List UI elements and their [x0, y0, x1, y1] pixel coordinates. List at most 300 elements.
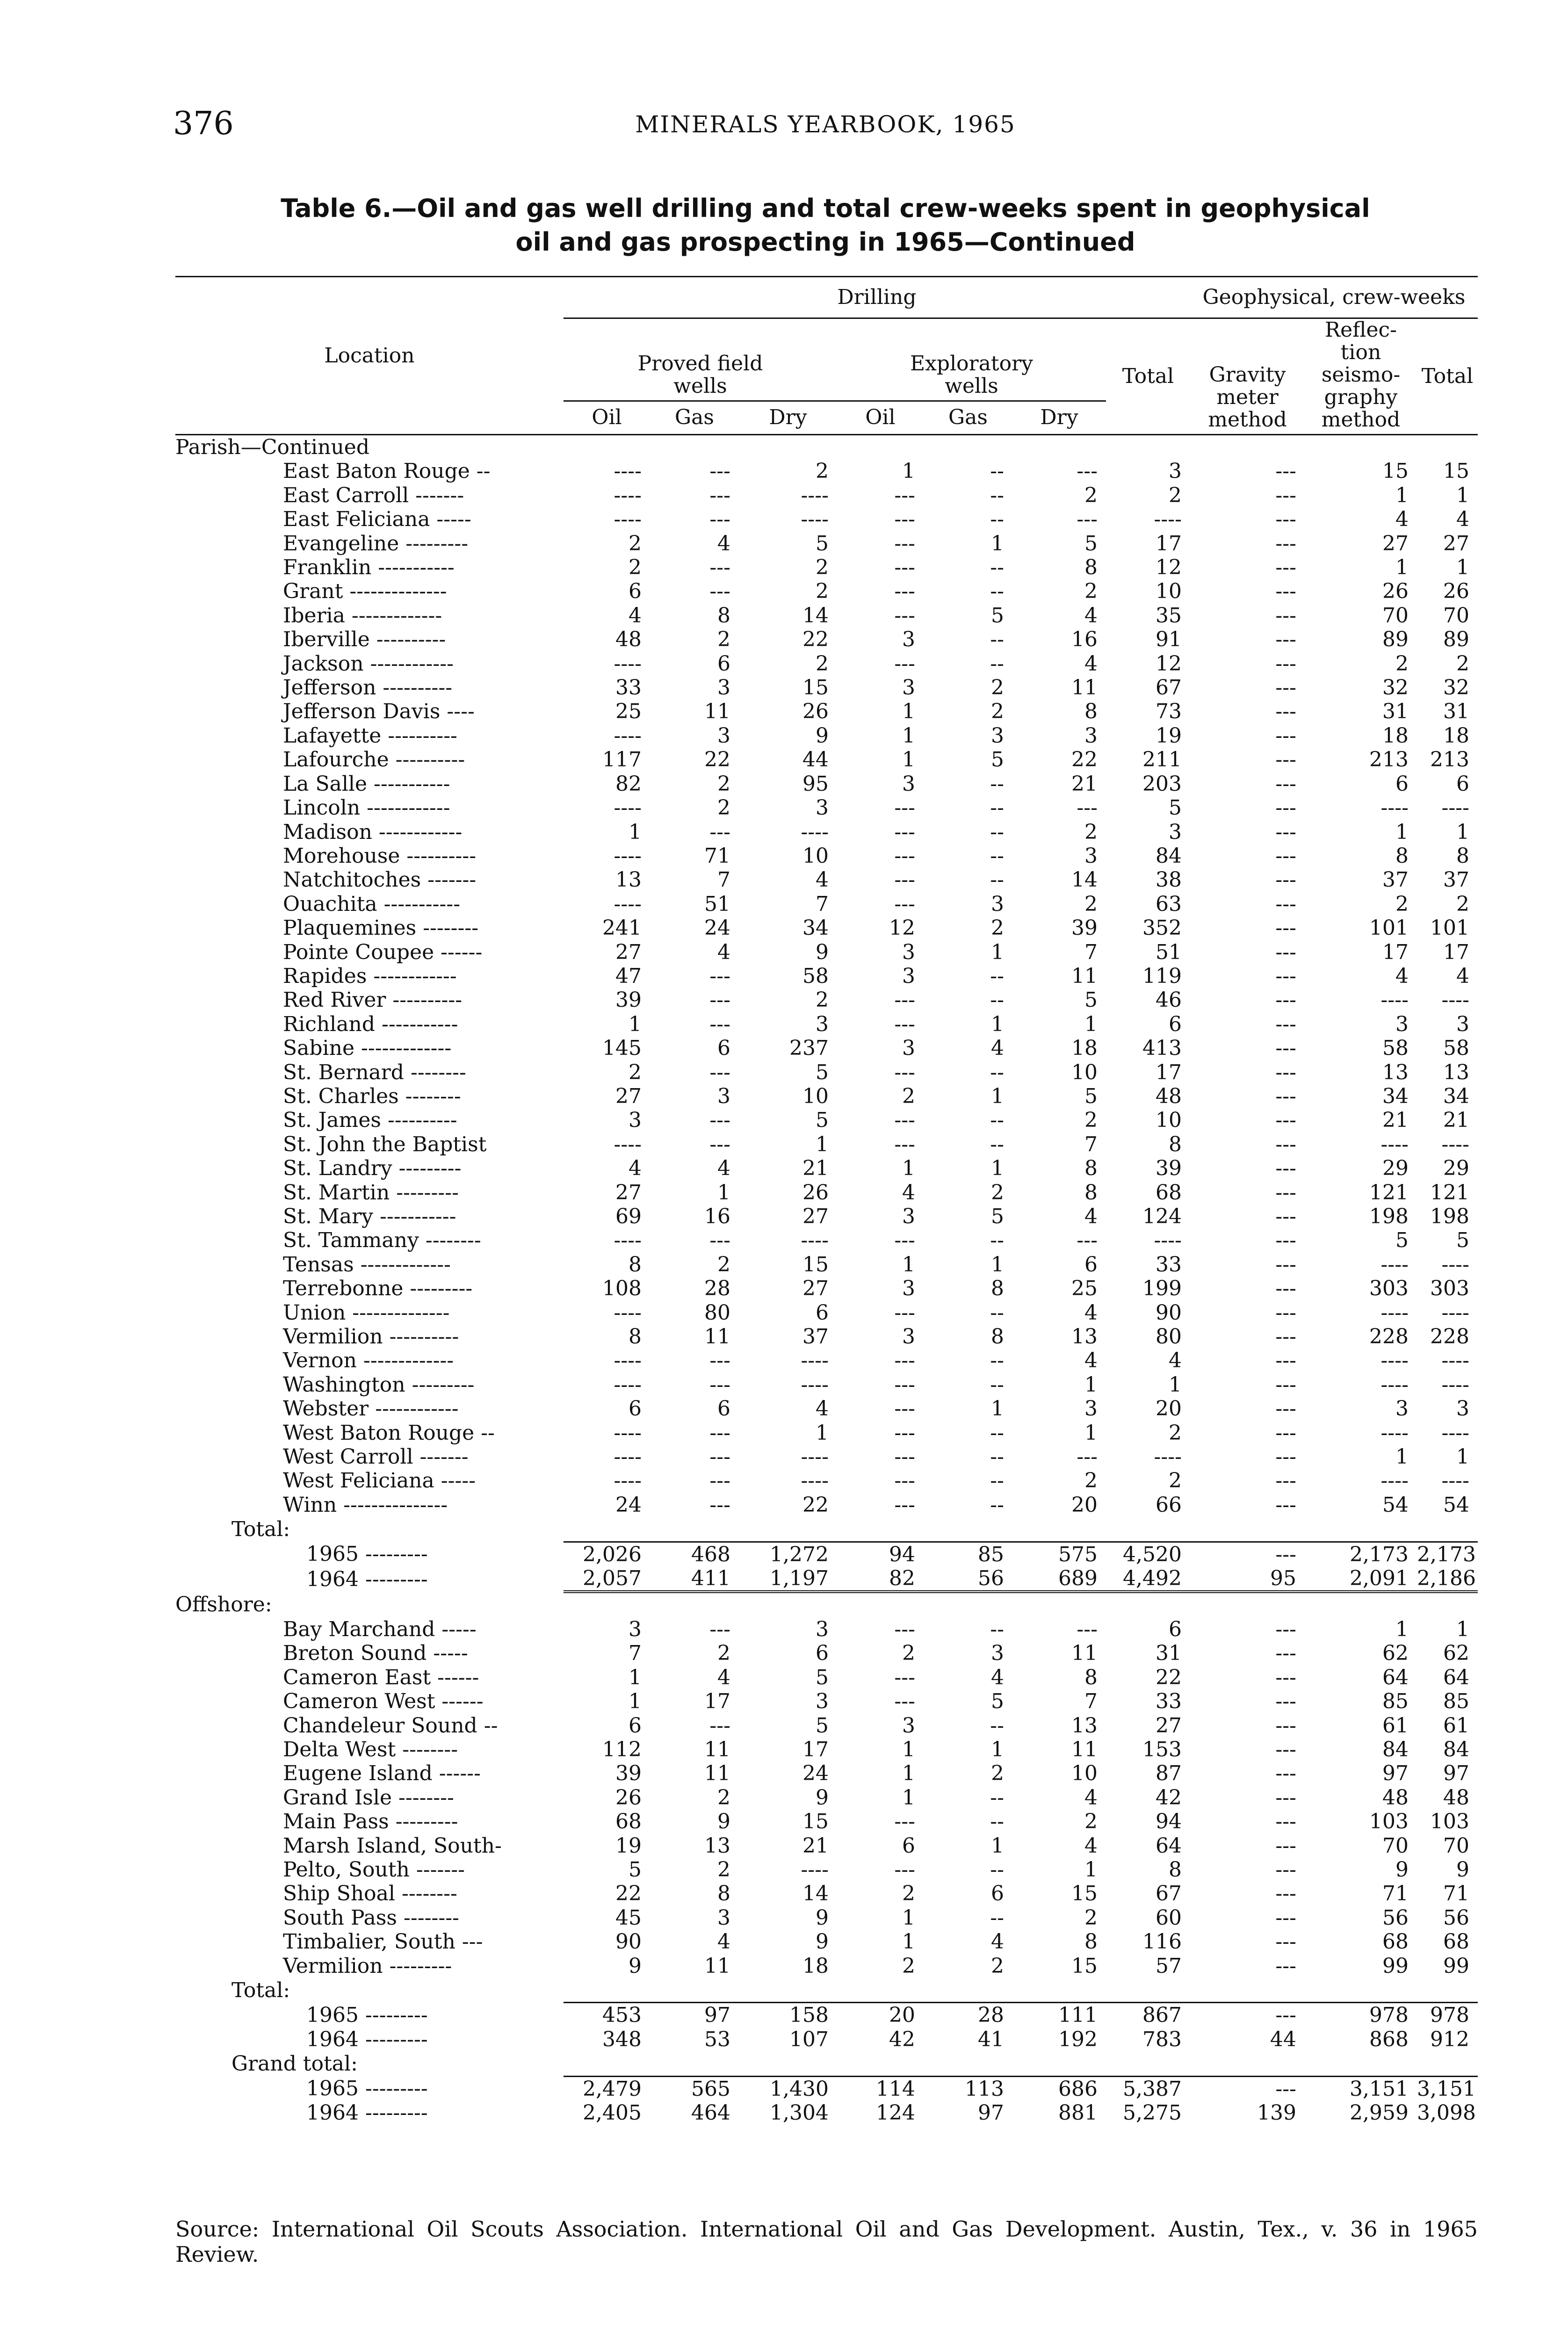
exploratory-gas-cell: --: [990, 628, 1004, 652]
proved-dry-cell: 1: [816, 1132, 829, 1156]
empty-cell: [1106, 2051, 1190, 2076]
reflection-seismography-cell: 61: [1382, 1713, 1409, 1738]
reflection-seismography-cell: ----: [1380, 1372, 1409, 1397]
empty-cell: [1106, 1592, 1190, 1617]
proved-gas-cell: 2: [717, 1641, 730, 1666]
proved-oil-cell: ----: [614, 1349, 642, 1373]
proved-gas-cell: 4: [717, 531, 730, 556]
proved-gas-cell: 24: [704, 916, 730, 940]
table-row: [175, 1036, 1478, 1060]
empty-cell: [924, 2051, 1012, 2076]
proved-dry-cell: 2: [816, 459, 829, 483]
exploratory-dry-cell: ---: [1077, 459, 1098, 483]
exploratory-oil-cell: ---: [894, 1493, 915, 1517]
proved-oil-cell: 6: [629, 579, 642, 604]
exploratory-gas-cell: 1: [991, 1012, 1004, 1036]
proved-gas-cell: 16: [704, 1205, 730, 1228]
exploratory-oil-cell: 3: [902, 1036, 915, 1061]
section-label: Offshore:: [175, 1592, 272, 1616]
proved-oil-cell: 8: [629, 1325, 642, 1349]
exploratory-gas-cell: --: [990, 1857, 1004, 1882]
exploratory-dry-cell: 15: [1071, 1882, 1098, 1906]
reflection-seismography-cell: 2,091: [1350, 1566, 1409, 1591]
geophysical-total-cell: 978: [1417, 2003, 1478, 2028]
proved-dry-cell: 9: [816, 1785, 829, 1810]
proved-oil-cell: 2,057: [583, 1566, 642, 1591]
gravity-meter-cell: ---: [1275, 1036, 1297, 1061]
exploratory-oil-cell: 4: [902, 1180, 915, 1205]
location-cell: Jefferson Davis ----: [283, 700, 475, 724]
proved-gas-cell: ---: [709, 1228, 730, 1253]
reflection-seismography-cell: 978: [1305, 2003, 1417, 2028]
exploratory-gas-cell: --: [990, 507, 1004, 532]
location-cell: St. Bernard --------: [283, 1060, 466, 1084]
table-row: [175, 1882, 1478, 1905]
exploratory-gas-cell: 41: [978, 2027, 1004, 2051]
header-geophysical-total: Total: [1417, 318, 1478, 435]
location-cell: East Feliciana -----: [283, 507, 471, 532]
proved-dry-cell: 27: [802, 1277, 829, 1301]
exploratory-dry-cell: 11: [1071, 1737, 1098, 1761]
reflection-seismography-cell: 58: [1382, 1036, 1409, 1061]
reflection-seismography-cell: ----: [1380, 1421, 1409, 1445]
exploratory-gas-cell: --: [990, 772, 1004, 796]
proved-oil-cell: 3: [629, 1108, 642, 1133]
geophysical-total-cell: 61: [1443, 1713, 1470, 1738]
proved-dry-cell: 4: [816, 868, 829, 892]
proved-oil-cell: 26: [615, 1785, 642, 1810]
exploratory-gas-cell: 2: [991, 916, 1004, 940]
exploratory-oil-cell: ---: [894, 1108, 915, 1133]
gravity-meter-cell: ---: [1275, 1156, 1297, 1181]
table-row: [175, 532, 1478, 556]
exploratory-oil-cell: 94: [837, 1542, 924, 1566]
exploratory-gas-cell: 3: [991, 723, 1004, 748]
proved-oil-cell: ----: [614, 1300, 642, 1325]
proved-dry-cell: 3: [816, 1617, 829, 1641]
proved-gas-cell: ---: [709, 1713, 730, 1738]
proved-dry-cell: 2: [816, 988, 829, 1012]
exploratory-dry-cell: 11: [1071, 676, 1098, 700]
gravity-meter-cell: ---: [1275, 459, 1297, 483]
exploratory-gas-cell: 2: [991, 1954, 1004, 1978]
proved-gas-cell: ---: [709, 964, 730, 988]
drilling-total-cell: 19: [1156, 723, 1182, 748]
table-row: [175, 1930, 1478, 1954]
gravity-meter-cell: ---: [1275, 1493, 1297, 1517]
proved-oil-cell: 4: [629, 603, 642, 628]
geophysical-total-cell: 2: [1456, 892, 1470, 916]
drilling-total-cell: 352: [1142, 916, 1182, 940]
proved-gas-cell: 2: [717, 1252, 730, 1277]
exploratory-dry-cell: 4: [1084, 1349, 1098, 1373]
table-row: [175, 1641, 1478, 1665]
exploratory-oil-cell: ---: [894, 603, 915, 628]
location-cell: Jackson ------------: [283, 651, 454, 676]
location-cell: Winn ---------------: [283, 1493, 448, 1517]
reflection-seismography-cell: 2,959: [1350, 2100, 1409, 2125]
location-cell: Lafayette ----------: [283, 723, 457, 748]
section-row: [175, 1592, 1478, 1617]
reflection-seismography-cell: 103: [1369, 1810, 1409, 1834]
geophysical-total-cell: 26: [1443, 579, 1470, 604]
location-cell: Grant --------------: [283, 579, 447, 604]
reflection-seismography-cell: 1: [1395, 556, 1409, 580]
geophysical-total-cell: 27: [1443, 531, 1470, 556]
drilling-total-cell: 8: [1169, 1857, 1182, 1882]
reflection-seismography-cell: 5: [1395, 1228, 1409, 1253]
empty-cell: [924, 435, 1012, 460]
empty-cell: [1417, 1517, 1478, 1542]
gravity-meter-cell: ---: [1275, 916, 1297, 940]
proved-gas-cell: ---: [709, 483, 730, 507]
location-cell: St. Landry ---------: [283, 1156, 462, 1181]
gravity-meter-cell: ---: [1275, 1132, 1297, 1156]
exploratory-oil-cell: 3: [902, 772, 915, 796]
empty-cell: [1106, 1978, 1190, 2003]
location-cell: Ouachita -----------: [283, 892, 461, 916]
empty-cell: [1305, 1592, 1417, 1617]
drilling-total-cell: ----: [1154, 507, 1182, 532]
gravity-meter-cell: ---: [1275, 1713, 1297, 1738]
proved-oil-cell: 2,026: [564, 1542, 650, 1566]
location-cell: La Salle -----------: [283, 772, 450, 796]
proved-oil-cell: 7: [629, 1641, 642, 1666]
gravity-meter-cell: ---: [1275, 1641, 1297, 1666]
header-geophysical: Geophysical, crew-weeks: [1190, 277, 1478, 318]
proved-gas-cell: 464: [691, 2100, 730, 2125]
proved-dry-cell: 6: [816, 1641, 829, 1666]
exploratory-dry-cell: 8: [1084, 1156, 1098, 1181]
reflection-seismography-cell: 4: [1395, 507, 1409, 532]
exploratory-gas-cell: --: [990, 820, 1004, 844]
empty-cell: [837, 1592, 924, 1617]
location-cell: St. Charles --------: [283, 1084, 461, 1108]
proved-dry-cell: 1: [816, 1421, 829, 1445]
total-label-row: [175, 1978, 1478, 2003]
proved-oil-cell: 33: [615, 676, 642, 700]
proved-dry-cell: 44: [802, 748, 829, 772]
total-label: Total:: [231, 1978, 290, 2002]
proved-dry-cell: 5: [816, 1713, 829, 1738]
proved-oil-cell: 39: [615, 1761, 642, 1786]
table-row: [175, 1277, 1478, 1300]
exploratory-gas-cell: 56: [978, 1566, 1004, 1591]
proved-dry-cell: 1,197: [770, 1566, 829, 1591]
table-row: [175, 604, 1478, 628]
geophysical-total-cell: 31: [1443, 700, 1470, 724]
proved-oil-cell: 5: [629, 1857, 642, 1882]
proved-oil-cell: 2,405: [583, 2100, 642, 2125]
total-label-row: [175, 2051, 1478, 2076]
exploratory-dry-cell: 7: [1084, 940, 1098, 964]
exploratory-dry-cell: 13: [1071, 1713, 1098, 1738]
total-label: Grand total:: [231, 2051, 358, 2076]
empty-cell: [1417, 1978, 1478, 2003]
drilling-total-cell: 413: [1142, 1036, 1182, 1061]
proved-dry-cell: 1,430: [739, 2076, 837, 2101]
header-exploratory-wells: Exploratory wells: [837, 318, 1106, 401]
location-cell: Morehouse ----------: [283, 844, 477, 868]
location-cell: Iberville ----------: [283, 628, 446, 652]
exploratory-gas-cell: 8: [991, 1277, 1004, 1301]
reflection-seismography-cell: 68: [1382, 1930, 1409, 1954]
proved-dry-cell: ----: [801, 1857, 829, 1882]
reflection-seismography-cell: 37: [1382, 868, 1409, 892]
location-cell: Bay Marchand -----: [283, 1617, 477, 1641]
gravity-meter-cell: ---: [1275, 748, 1297, 772]
proved-dry-cell: 158: [739, 2003, 837, 2028]
proved-oil-cell: ----: [614, 1132, 642, 1156]
proved-dry-cell: 27: [802, 1205, 829, 1228]
geophysical-total-cell: 64: [1443, 1665, 1470, 1689]
proved-gas-cell: ---: [709, 1349, 730, 1373]
exploratory-oil-cell: 3: [902, 1325, 915, 1349]
geophysical-total-cell: 2,173: [1417, 1542, 1478, 1566]
geophysical-total-cell: 3,098: [1417, 2100, 1476, 2125]
proved-gas-cell: 6: [717, 1036, 730, 1061]
reflection-seismography-cell: 84: [1382, 1737, 1409, 1761]
table-row: [175, 1133, 1478, 1156]
proved-gas-cell: ---: [709, 820, 730, 844]
drilling-total-cell: 80: [1156, 1325, 1182, 1349]
reflection-seismography-cell: ----: [1380, 1252, 1409, 1277]
exploratory-oil-cell: 42: [889, 2027, 915, 2051]
geophysical-total-cell: ----: [1441, 1469, 1470, 1493]
gravity-meter-cell: ---: [1275, 1180, 1297, 1205]
geophysical-total-cell: 912: [1430, 2027, 1470, 2051]
reflection-seismography-cell: 8: [1395, 844, 1409, 868]
exploratory-gas-cell: 4: [991, 1665, 1004, 1689]
reflection-seismography-cell: 70: [1382, 603, 1409, 628]
exploratory-oil-cell: 1: [902, 1761, 915, 1786]
reflection-seismography-cell: 56: [1382, 1905, 1409, 1930]
running-head: MINERALS YEARBOOK, 1965: [635, 111, 1016, 138]
exploratory-gas-cell: --: [990, 1228, 1004, 1253]
exploratory-gas-cell: 3: [991, 1641, 1004, 1666]
reflection-seismography-cell: 228: [1369, 1325, 1409, 1349]
proved-dry-cell: 7: [816, 892, 829, 916]
exploratory-oil-cell: 2: [902, 1641, 915, 1666]
exploratory-dry-cell: 1: [1084, 1372, 1098, 1397]
drilling-total-cell: 10: [1156, 1108, 1182, 1133]
proved-dry-cell: 26: [802, 700, 829, 724]
proved-dry-cell: 5: [816, 531, 829, 556]
reflection-seismography-cell: 3,151: [1305, 2076, 1417, 2101]
exploratory-gas-cell: 1: [991, 1397, 1004, 1421]
empty-cell: [564, 1978, 650, 2003]
proved-gas-cell: 2: [717, 628, 730, 652]
proved-dry-cell: 9: [816, 1930, 829, 1954]
year-total-row: [175, 1566, 1478, 1592]
exploratory-dry-cell: 18: [1071, 1036, 1098, 1061]
empty-cell: [1012, 435, 1106, 460]
drilling-total-cell: 4,492: [1123, 1566, 1182, 1591]
location-cell: Marsh Island, South-: [283, 1833, 502, 1858]
exploratory-oil-cell: ---: [894, 988, 915, 1012]
empty-cell: [1417, 2051, 1478, 2076]
gravity-meter-cell: ---: [1275, 700, 1297, 724]
location-cell: Tensas -------------: [283, 1252, 451, 1277]
exploratory-dry-cell: 14: [1071, 868, 1098, 892]
exploratory-gas-cell: --: [990, 1713, 1004, 1738]
exploratory-gas-cell: --: [990, 796, 1004, 820]
drilling-total-cell: 4,520: [1106, 1542, 1190, 1566]
table-row: [175, 916, 1478, 940]
geophysical-total-cell: 48: [1443, 1785, 1470, 1810]
exploratory-dry-cell: 1: [1084, 1012, 1098, 1036]
geophysical-total-cell: 15: [1443, 459, 1470, 483]
exploratory-gas-cell: --: [990, 1617, 1004, 1641]
gravity-meter-cell: ---: [1275, 844, 1297, 868]
reflection-seismography-cell: 48: [1382, 1785, 1409, 1810]
geophysical-total-cell: 17: [1443, 940, 1470, 964]
proved-oil-cell: 4: [629, 1156, 642, 1181]
proved-gas-cell: 6: [717, 1397, 730, 1421]
drilling-total-cell: 6: [1169, 1617, 1182, 1641]
geophysical-total-cell: 1: [1456, 556, 1470, 580]
geophysical-total-cell: 2: [1456, 651, 1470, 676]
exploratory-oil-cell: 3: [902, 940, 915, 964]
proved-oil-cell: 47: [615, 964, 642, 988]
gravity-meter-cell: ---: [1275, 1228, 1297, 1253]
empty-cell: [1190, 1978, 1305, 2003]
proved-gas-cell: ---: [709, 579, 730, 604]
location-cell: St. John the Baptist: [283, 1132, 487, 1156]
exploratory-dry-cell: 2: [1084, 1469, 1098, 1493]
exploratory-dry-cell: 7: [1084, 1132, 1098, 1156]
exploratory-oil-cell: 2: [902, 1084, 915, 1108]
exploratory-dry-cell: 575: [1012, 1542, 1106, 1566]
exploratory-oil-cell: 3: [902, 1713, 915, 1738]
drilling-total-cell: 66: [1156, 1493, 1182, 1517]
reflection-seismography-cell: ----: [1380, 1132, 1409, 1156]
exploratory-dry-cell: 5: [1084, 988, 1098, 1012]
empty-cell: [1305, 1517, 1417, 1542]
drilling-total-cell: 68: [1156, 1180, 1182, 1205]
table-body: [175, 435, 1478, 2125]
geophysical-total-cell: 9: [1456, 1857, 1470, 1882]
reflection-seismography-cell: 6: [1395, 772, 1409, 796]
proved-gas-cell: 2: [717, 1785, 730, 1810]
gravity-meter-cell: ---: [1275, 1810, 1297, 1834]
drilling-total-cell: 48: [1156, 1084, 1182, 1108]
gravity-meter-cell: ---: [1275, 1761, 1297, 1786]
gravity-meter-cell: ---: [1275, 892, 1297, 916]
location-cell: Richland -----------: [283, 1012, 458, 1036]
proved-gas-cell: 80: [704, 1300, 730, 1325]
drilling-total-cell: 6: [1169, 1012, 1182, 1036]
exploratory-dry-cell: 13: [1071, 1325, 1098, 1349]
table-row: [175, 507, 1478, 531]
reflection-seismography-cell: 1: [1395, 1617, 1409, 1641]
exploratory-gas-cell: 85: [924, 1542, 1012, 1566]
reflection-seismography-cell: 18: [1382, 723, 1409, 748]
year-total-row: [175, 2101, 1478, 2125]
proved-dry-cell: ----: [801, 1228, 829, 1253]
header-gravity-meter: Gravity meter method: [1190, 318, 1305, 435]
gravity-meter-cell: ---: [1275, 1617, 1297, 1641]
proved-oil-cell: 8: [629, 1252, 642, 1277]
exploratory-oil-cell: ---: [894, 1012, 915, 1036]
proved-oil-cell: 6: [629, 1713, 642, 1738]
proved-dry-cell: 237: [789, 1036, 829, 1061]
proved-oil-cell: 117: [602, 748, 642, 772]
location-cell: Cameron East ------: [283, 1665, 479, 1689]
reflection-seismography-cell: 32: [1382, 676, 1409, 700]
proved-gas-cell: 4: [717, 1930, 730, 1954]
geophysical-total-cell: 54: [1443, 1493, 1470, 1517]
proved-dry-cell: 107: [789, 2027, 829, 2051]
exploratory-oil-cell: ---: [894, 844, 915, 868]
gravity-meter-cell: ---: [1275, 1665, 1297, 1689]
exploratory-dry-cell: 20: [1071, 1493, 1098, 1517]
exploratory-dry-cell: ---: [1077, 1617, 1098, 1641]
reflection-seismography-cell: 3: [1395, 1397, 1409, 1421]
gravity-meter-cell: ---: [1275, 483, 1297, 507]
drilling-total-cell: 67: [1156, 676, 1182, 700]
proved-gas-cell: 6: [717, 651, 730, 676]
location-cell: 1964 ---------: [306, 1567, 428, 1591]
exploratory-dry-cell: 8: [1084, 1665, 1098, 1689]
proved-dry-cell: 1,304: [770, 2100, 829, 2125]
geophysical-total-cell: 5: [1456, 1228, 1470, 1253]
geophysical-total-cell: 8: [1456, 844, 1470, 868]
geophysical-total-cell: 1: [1456, 820, 1470, 844]
geophysical-total-cell: 101: [1430, 916, 1470, 940]
drilling-total-cell: 27: [1156, 1713, 1182, 1738]
proved-dry-cell: 21: [802, 1833, 829, 1858]
geophysical-total-cell: 3: [1456, 1012, 1470, 1036]
reflection-seismography-cell: ----: [1380, 988, 1409, 1012]
proved-dry-cell: 15: [802, 1252, 829, 1277]
gravity-meter-cell: ---: [1275, 1689, 1297, 1714]
proved-oil-cell: 3: [629, 1617, 642, 1641]
geophysical-total-cell: 97: [1443, 1761, 1470, 1786]
reflection-seismography-cell: 54: [1382, 1493, 1409, 1517]
proved-gas-cell: ---: [709, 988, 730, 1012]
location-cell: Ship Shoal --------: [283, 1882, 457, 1906]
location-cell: East Baton Rouge --: [283, 459, 491, 483]
drilling-total-cell: 73: [1156, 700, 1182, 724]
table-row: [175, 748, 1478, 772]
gravity-meter-cell: ---: [1275, 1325, 1297, 1349]
geophysical-total-cell: 21: [1443, 1108, 1470, 1133]
exploratory-oil-cell: 1: [902, 1156, 915, 1181]
table-row: [175, 1397, 1478, 1421]
geophysical-total-cell: 198: [1430, 1205, 1470, 1228]
exploratory-oil-cell: 20: [837, 2003, 924, 2028]
drilling-total-cell: 12: [1156, 556, 1182, 580]
drilling-table: [175, 276, 1478, 2125]
geophysical-total-cell: 2,186: [1417, 1566, 1476, 1591]
gravity-meter-cell: ---: [1190, 1542, 1305, 1566]
empty-cell: [650, 1517, 739, 1542]
exploratory-dry-cell: 1: [1084, 1857, 1098, 1882]
exploratory-oil-cell: ---: [894, 483, 915, 507]
location-cell: St. Mary -----------: [283, 1205, 456, 1228]
geophysical-total-cell: 18: [1443, 723, 1470, 748]
year-total-row: [175, 2028, 1478, 2051]
drilling-total-cell: 2: [1169, 1469, 1182, 1493]
location-cell: Red River ----------: [283, 988, 462, 1012]
exploratory-oil-cell: ---: [894, 1132, 915, 1156]
proved-oil-cell: 241: [602, 916, 642, 940]
table-row: [175, 940, 1478, 964]
exploratory-gas-cell: --: [990, 579, 1004, 604]
drilling-total-cell: 51: [1156, 940, 1182, 964]
empty-cell: [924, 1592, 1012, 1617]
